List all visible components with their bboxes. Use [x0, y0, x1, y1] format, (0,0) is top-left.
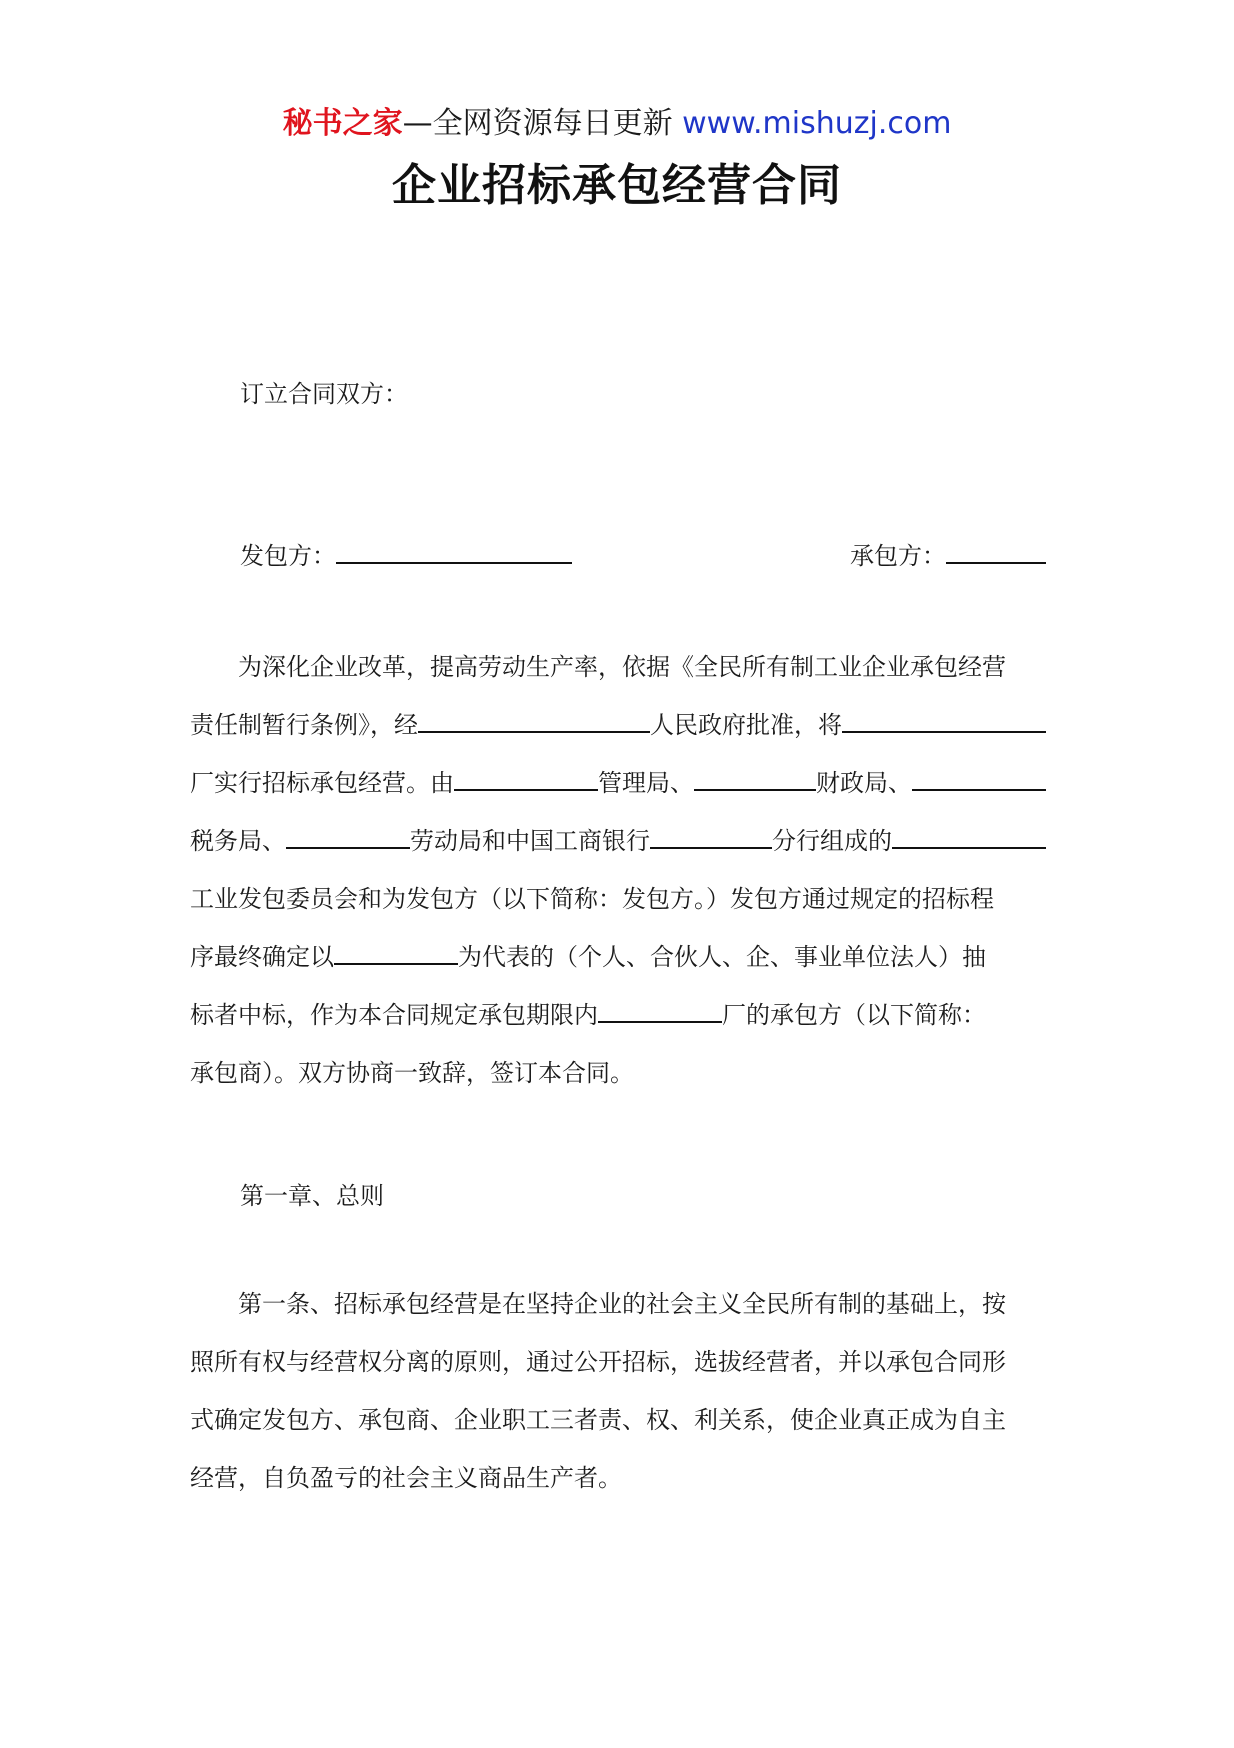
article-line: [190, 1449, 1046, 1507]
article-text: 第一条、招标承包经营是在坚持企业的社会主义全民所有制的基础上，按: [238, 1290, 1006, 1318]
preamble-line: [190, 1044, 1046, 1102]
approval-government-blank[interactable]: [418, 707, 650, 733]
preamble-text: 管理局、: [598, 769, 694, 797]
representative-blank[interactable]: [334, 939, 458, 965]
contracted-factory-blank[interactable]: [598, 997, 722, 1023]
preamble-text: 序最终确定以: [190, 943, 334, 971]
administration-bureau-blank[interactable]: [454, 765, 598, 791]
article-line: [190, 1275, 1046, 1333]
article-text: 式确定发包方、承包商、企业职工三者责、权、利关系，使企业真正成为自主: [190, 1406, 1006, 1434]
parties-line: [240, 538, 1046, 572]
preamble-text: 标者中标，作为本合同规定承包期限内: [190, 1001, 598, 1029]
article-one-paragraph: [190, 1275, 1046, 1507]
issuer-field: [240, 538, 572, 572]
preamble-text: 责任制暂行条例》，经: [190, 711, 418, 739]
contractor-field: [850, 538, 1046, 572]
issuer-label: 发包方：: [240, 542, 336, 570]
factory-name-blank[interactable]: [842, 707, 1046, 733]
preamble-line: [190, 870, 1046, 928]
preamble-line: [190, 812, 1046, 870]
preamble-text: 税务局、: [190, 827, 286, 855]
preamble-text: 厂实行招标承包经营。由: [190, 769, 454, 797]
preamble-line: [190, 986, 1046, 1044]
preamble-text: 分行组成的: [772, 827, 892, 855]
labor-bureau-blank[interactable]: [286, 823, 410, 849]
preamble-line: [190, 638, 1046, 696]
preamble-text: 劳动局和中国工商银行: [410, 827, 650, 855]
tax-bureau-blank[interactable]: [912, 765, 1046, 791]
bank-branch-blank[interactable]: [650, 823, 772, 849]
article-text: 照所有权与经营权分离的原则，通过公开招标，选拔经营者，并以承包合同形: [190, 1348, 1006, 1376]
site-header: [0, 104, 1234, 144]
preamble-line: [190, 696, 1046, 754]
committee-blank[interactable]: [892, 823, 1046, 849]
preamble-line: [190, 928, 1046, 986]
preamble-text: 承包商）。双方协商一致辞，签订本合同。: [190, 1059, 634, 1087]
parties-intro: 订立合同双方：: [240, 380, 408, 408]
preamble-line: [190, 754, 1046, 812]
finance-bureau-blank[interactable]: [694, 765, 816, 791]
article-text: 经营，自负盈亏的社会主义商品生产者。: [190, 1464, 622, 1492]
preamble-text: 财政局、: [816, 769, 912, 797]
preamble-text: 工业发包委员会和为发包方（以下简称：发包方。）发包方通过规定的招标程: [190, 885, 994, 913]
issuer-blank[interactable]: [336, 538, 572, 564]
preamble-paragraph: [190, 638, 1046, 1102]
document-title: 企业招标承包经营合同: [392, 160, 842, 211]
preamble-text: 为深化企业改革，提高劳动生产率，依据《全民所有制工业企业承包经营: [238, 653, 1006, 681]
site-slogan: —全网资源每日更新: [402, 106, 683, 141]
contractor-label: 承包方：: [850, 542, 946, 570]
site-url-link[interactable]: www.mishuzj.com: [682, 106, 952, 141]
preamble-text: 厂的承包方（以下简称：: [722, 1001, 986, 1029]
preamble-text: 人民政府批准，将: [650, 711, 842, 739]
article-line: [190, 1391, 1046, 1449]
contractor-blank[interactable]: [946, 538, 1046, 564]
brand-name: 秘书之家: [282, 106, 403, 141]
chapter-heading: 第一章、总则: [240, 1182, 384, 1210]
preamble-text: 为代表的（个人、合伙人、企、事业单位法人）抽: [458, 943, 986, 971]
article-line: [190, 1333, 1046, 1391]
